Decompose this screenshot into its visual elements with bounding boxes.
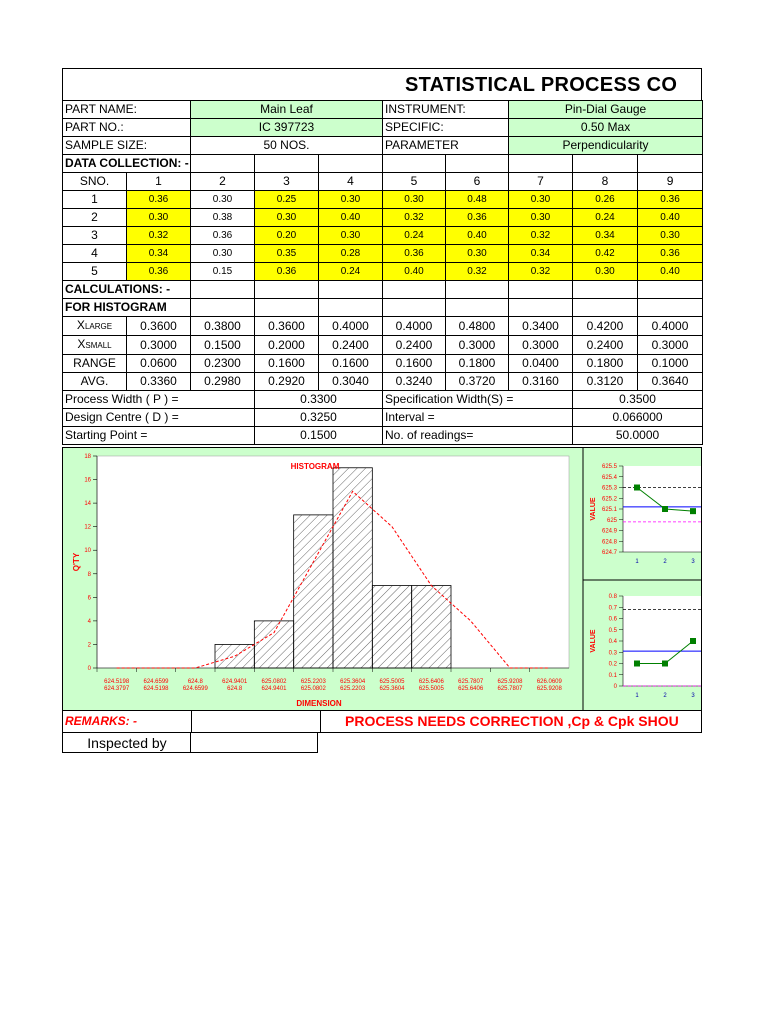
histogram-y-tick-label: 18 <box>84 454 91 460</box>
instrument-value: Pin-Dial Gauge <box>509 101 703 119</box>
reading-cell: 0.36 <box>638 191 703 209</box>
xbar-chart-y-tick-label: 625.2 <box>601 496 617 503</box>
stat-cell: 0.1600 <box>383 355 446 373</box>
histogram-x-tick-label: 625.2203 <box>340 686 366 692</box>
range-chart-x-tick-label: 1 <box>635 693 639 699</box>
stat-row <box>63 336 703 355</box>
reading-cell: 0.30 <box>255 209 319 227</box>
stat-cell: 0.3040 <box>319 373 383 391</box>
histogram-x-tick-label: 624.8 <box>227 686 243 692</box>
histogram-x-tick-label: 624.9401 <box>261 686 287 692</box>
reading-cell: 0.40 <box>638 209 703 227</box>
data-row <box>63 191 703 209</box>
row-sno: 1 <box>63 191 127 209</box>
data-row <box>63 263 703 281</box>
histogram-x-tick-label: 625.0802 <box>261 679 287 685</box>
stat-cell: 0.3240 <box>383 373 446 391</box>
row-sno: 5 <box>63 263 127 281</box>
data-row <box>63 227 703 245</box>
stat-cell: 0.2000 <box>255 336 319 355</box>
design-centre-value: 0.3250 <box>255 409 383 427</box>
remarks-message: PROCESS NEEDS CORRECTION ,Cp & Cpk SHOU <box>345 713 679 729</box>
reading-cell: 0.40 <box>446 227 509 245</box>
reading-cell: 0.36 <box>127 191 191 209</box>
histogram-y-tick-label: 6 <box>87 595 91 602</box>
column-header-row <box>63 173 703 191</box>
stat-cell: 0.2400 <box>383 336 446 355</box>
stat-label <box>63 373 127 391</box>
col-header: 1 <box>127 173 191 191</box>
reading-cell: 0.30 <box>191 245 255 263</box>
reading-cell: 0.34 <box>509 245 573 263</box>
xbar-chart-y-tick-label: 625.4 <box>601 474 617 481</box>
col-header: 9 <box>638 173 703 191</box>
reading-cell: 0.20 <box>255 227 319 245</box>
stat-cell: 0.3800 <box>191 317 255 336</box>
sheet-title <box>62 68 702 100</box>
histogram-x-tick-label: 626.0609 <box>536 679 562 685</box>
xbar-chart-x-tick-label: 2 <box>663 559 667 565</box>
stat-cell: 0.2920 <box>255 373 319 391</box>
remarks-box <box>191 711 321 732</box>
process-width-value: 0.3300 <box>255 391 383 409</box>
part-no-label: PART NO.: <box>63 119 191 137</box>
reading-cell: 0.36 <box>127 263 191 281</box>
histogram-x-tick-label: 625.6406 <box>458 686 484 692</box>
reading-cell: 0.32 <box>383 209 446 227</box>
reading-cell: 0.26 <box>573 191 638 209</box>
range-chart-point <box>690 638 696 644</box>
stat-cell: 0.0400 <box>509 355 573 373</box>
histogram-x-tick-label: 624.3797 <box>104 686 130 692</box>
reading-cell: 0.25 <box>255 191 319 209</box>
reading-cell: 0.36 <box>383 245 446 263</box>
stat-label-sub: LARGE <box>84 322 113 331</box>
xbar-chart-point <box>662 506 668 512</box>
reading-cell: 0.48 <box>446 191 509 209</box>
col-header: 7 <box>509 173 573 191</box>
range-chart-y-tick-label: 0.5 <box>608 627 617 634</box>
calculations-label: CALCULATIONS: - <box>63 281 191 299</box>
stat-cell: 0.1000 <box>638 355 703 373</box>
histogram-bar <box>333 468 372 668</box>
xbar-chart-y-tick-label: 625.1 <box>601 507 617 513</box>
range-chart-y-tick-label: 0.7 <box>608 605 617 612</box>
stat-cell: 0.3720 <box>446 373 509 391</box>
histogram-y-tick-label: 0 <box>87 666 91 672</box>
reading-cell: 0.24 <box>383 227 446 245</box>
reading-cell: 0.30 <box>127 209 191 227</box>
histogram-bar <box>254 621 293 668</box>
reading-cell: 0.28 <box>319 245 383 263</box>
range-chart-y-tick-label: 0.8 <box>608 594 617 600</box>
data-row <box>63 245 703 263</box>
stat-label <box>63 317 127 336</box>
stat-cell: 0.3160 <box>509 373 573 391</box>
reading-cell: 0.42 <box>573 245 638 263</box>
reading-cell: 0.30 <box>319 227 383 245</box>
stat-cell: 0.4000 <box>319 317 383 336</box>
stat-cell: 0.1800 <box>573 355 638 373</box>
range-chart-point <box>634 661 640 667</box>
stat-cell: 0.2300 <box>191 355 255 373</box>
histogram-x-tick-label: 625.9208 <box>536 686 562 692</box>
histogram-x-tick-label: 625.7807 <box>497 686 523 692</box>
histogram-y-tick-label: 10 <box>84 548 91 555</box>
inspected-by-value <box>190 733 319 752</box>
histogram-x-tick-label: 625.5005 <box>379 679 405 685</box>
range-chart-x-tick-label: 2 <box>663 693 667 699</box>
inspected-by-row <box>62 732 318 753</box>
reading-cell: 0.36 <box>446 209 509 227</box>
spec-width-label: Specification Width(S) = <box>383 391 573 409</box>
histogram-x-tick-label: 625.3604 <box>340 679 366 685</box>
histogram-x-tick-label: 625.5005 <box>418 686 444 692</box>
col-header: 8 <box>573 173 638 191</box>
reading-cell: 0.40 <box>383 263 446 281</box>
sample-size-label: SAMPLE SIZE: <box>63 137 191 155</box>
histogram-y-tick-label: 12 <box>84 524 91 531</box>
xbar-chart-point <box>690 508 696 514</box>
stat-row <box>63 355 703 373</box>
reading-cell: 0.24 <box>573 209 638 227</box>
reading-cell: 0.36 <box>191 227 255 245</box>
xbar-chart-y-tick-label: 624.7 <box>601 550 617 556</box>
data-row <box>63 209 703 227</box>
stat-label-main: AVG. <box>80 374 109 388</box>
stat-cell: 0.2980 <box>191 373 255 391</box>
data-collection-label: DATA COLLECTION: - <box>63 155 191 173</box>
histogram-x-tick-label: 624.9401 <box>222 679 248 685</box>
xbar-chart-point <box>634 485 640 491</box>
col-header: 2 <box>191 173 255 191</box>
range-chart-y-tick-label: 0.4 <box>608 639 617 645</box>
stat-cell: 0.4000 <box>638 317 703 336</box>
stat-cell: 0.2400 <box>573 336 638 355</box>
parameter-value: Perpendicularity <box>509 137 703 155</box>
interval-label: Interval = <box>383 409 573 427</box>
specific-value: 0.50 Max <box>509 119 703 137</box>
histogram-y-label: Q'TY <box>72 552 81 572</box>
xbar-chart-y-tick-label: 625.3 <box>601 485 617 492</box>
stat-cell: 0.3120 <box>573 373 638 391</box>
histogram-x-tick-label: 625.3604 <box>379 686 405 692</box>
stat-cell: 0.1600 <box>255 355 319 373</box>
reading-cell: 0.30 <box>573 263 638 281</box>
xbar-chart-y-tick-label: 624.9 <box>601 528 617 535</box>
stat-cell: 0.3000 <box>638 336 703 355</box>
reading-cell: 0.40 <box>638 263 703 281</box>
row-sno: 2 <box>63 209 127 227</box>
design-centre-label: Design Centre ( D ) = <box>63 409 255 427</box>
histogram-title: HISTOGRAM <box>290 462 340 471</box>
stat-cell: 0.3600 <box>127 317 191 336</box>
stat-cell: 0.3400 <box>509 317 573 336</box>
remarks-row <box>62 711 702 733</box>
histogram-x-label: DIMENSION <box>296 699 342 708</box>
histogram-x-tick-label: 625.7807 <box>458 679 484 685</box>
histogram-y-tick-label: 14 <box>84 501 91 508</box>
col-header: 6 <box>446 173 509 191</box>
histogram-y-tick-label: 4 <box>87 618 91 625</box>
for-histogram-label: FOR HISTOGRAM <box>63 299 191 317</box>
specific-label: SPECIFIC: <box>383 119 509 137</box>
xbar-chart-y-tick-label: 625.5 <box>601 464 617 470</box>
reading-cell: 0.30 <box>638 227 703 245</box>
stat-label-main: RANGE <box>73 356 116 370</box>
sno-header: SNO. <box>63 173 127 191</box>
range-chart-x-tick-label: 3 <box>691 693 695 699</box>
parameter-label: PARAMETER <box>383 137 509 155</box>
stat-cell: 0.1800 <box>446 355 509 373</box>
histogram-x-tick-label: 624.5198 <box>104 679 130 685</box>
stat-cell: 0.0600 <box>127 355 191 373</box>
histogram-x-tick-label: 624.6599 <box>182 686 208 692</box>
reading-cell: 0.40 <box>319 209 383 227</box>
stat-cell: 0.2400 <box>319 336 383 355</box>
remarks-label: REMARKS: - <box>65 714 137 728</box>
stat-cell: 0.3640 <box>638 373 703 391</box>
range-chart-point <box>662 661 668 667</box>
histogram-x-tick-label: 625.0802 <box>300 686 326 692</box>
histogram-y-tick-label: 2 <box>87 642 91 649</box>
reading-cell: 0.30 <box>509 209 573 227</box>
part-name-value: Main Leaf <box>191 101 383 119</box>
range-chart-y-tick-label: 0.2 <box>608 661 617 668</box>
spec-width-value: 0.3500 <box>573 391 703 409</box>
stat-label <box>63 355 127 373</box>
xbar-chart-y-label: VALUE <box>590 497 597 521</box>
reading-cell: 0.30 <box>191 191 255 209</box>
reading-cell: 0.24 <box>319 263 383 281</box>
stat-cell: 0.3000 <box>509 336 573 355</box>
readings-value: 50.0000 <box>573 427 703 445</box>
reading-cell: 0.35 <box>255 245 319 263</box>
spc-table <box>62 100 703 445</box>
reading-cell: 0.30 <box>446 245 509 263</box>
histogram-y-tick-label: 16 <box>84 477 91 484</box>
histogram-y-tick-label: 8 <box>87 571 91 578</box>
title-text: STATISTICAL PROCESS CO <box>405 74 678 96</box>
process-width-label: Process Width ( P ) = <box>63 391 255 409</box>
xbar-chart-y-tick-label: 624.8 <box>601 539 617 546</box>
starting-point-label: Starting Point = <box>63 427 255 445</box>
histogram-x-tick-label: 625.9208 <box>497 679 523 685</box>
readings-label: No. of readings= <box>383 427 573 445</box>
reading-cell: 0.36 <box>638 245 703 263</box>
range-chart-y-label: VALUE <box>590 629 597 653</box>
starting-point-value: 0.1500 <box>255 427 383 445</box>
stat-cell: 0.1500 <box>191 336 255 355</box>
row-sno: 4 <box>63 245 127 263</box>
row-sno: 3 <box>63 227 127 245</box>
col-header: 4 <box>319 173 383 191</box>
xbar-chart-y-tick-label: 625 <box>606 517 617 524</box>
reading-cell: 0.15 <box>191 263 255 281</box>
reading-cell: 0.32 <box>446 263 509 281</box>
part-name-label: PART NAME: <box>63 101 191 119</box>
stat-cell: 0.4000 <box>383 317 446 336</box>
col-header: 3 <box>255 173 319 191</box>
stat-label-main: X <box>77 337 86 351</box>
histogram-bar <box>294 515 333 668</box>
stat-cell: 0.4800 <box>446 317 509 336</box>
interval-value: 0.066000 <box>573 409 703 427</box>
range-chart-y-tick-label: 0 <box>613 684 617 690</box>
reading-cell: 0.38 <box>191 209 255 227</box>
histogram-x-tick-label: 624.8 <box>187 679 203 685</box>
part-no-value: IC 397723 <box>191 119 383 137</box>
stat-row <box>63 317 703 336</box>
stat-row <box>63 373 703 391</box>
col-header: 5 <box>383 173 446 191</box>
histogram-bar <box>372 586 411 668</box>
range-chart-y-tick-label: 0.1 <box>608 672 617 679</box>
xbar-chart-x-tick-label: 1 <box>635 559 639 565</box>
stat-cell: 0.1600 <box>319 355 383 373</box>
stat-cell: 0.3000 <box>127 336 191 355</box>
stat-label-sub: SMALL <box>85 341 112 350</box>
xbar-chart-x-tick-label: 3 <box>691 559 695 565</box>
stat-cell: 0.3360 <box>127 373 191 391</box>
inspected-by-label: Inspected by <box>87 735 167 751</box>
reading-cell: 0.30 <box>319 191 383 209</box>
reading-cell: 0.34 <box>127 245 191 263</box>
histogram-x-tick-label: 624.6599 <box>143 679 169 685</box>
reading-cell: 0.34 <box>573 227 638 245</box>
range-chart-y-tick-label: 0.3 <box>608 650 617 657</box>
reading-cell: 0.36 <box>255 263 319 281</box>
range-chart-y-tick-label: 0.6 <box>608 616 617 623</box>
histogram-x-tick-label: 625.2203 <box>300 679 326 685</box>
histogram-x-tick-label: 624.5198 <box>143 686 169 692</box>
charts-svg <box>63 448 702 711</box>
histogram-bar <box>412 586 451 668</box>
stat-cell: 0.3000 <box>446 336 509 355</box>
stat-cell: 0.4200 <box>573 317 638 336</box>
reading-cell: 0.32 <box>127 227 191 245</box>
sample-size-value: 50 NOS. <box>191 137 383 155</box>
reading-cell: 0.32 <box>509 227 573 245</box>
stat-cell: 0.3600 <box>255 317 319 336</box>
reading-cell: 0.30 <box>509 191 573 209</box>
stat-label <box>63 336 127 355</box>
reading-cell: 0.30 <box>383 191 446 209</box>
instrument-label: INSTRUMENT: <box>383 101 509 119</box>
reading-cell: 0.32 <box>509 263 573 281</box>
histogram-x-tick-label: 625.6406 <box>418 679 444 685</box>
charts-panel <box>62 447 702 711</box>
stat-label-main: X <box>76 318 85 332</box>
